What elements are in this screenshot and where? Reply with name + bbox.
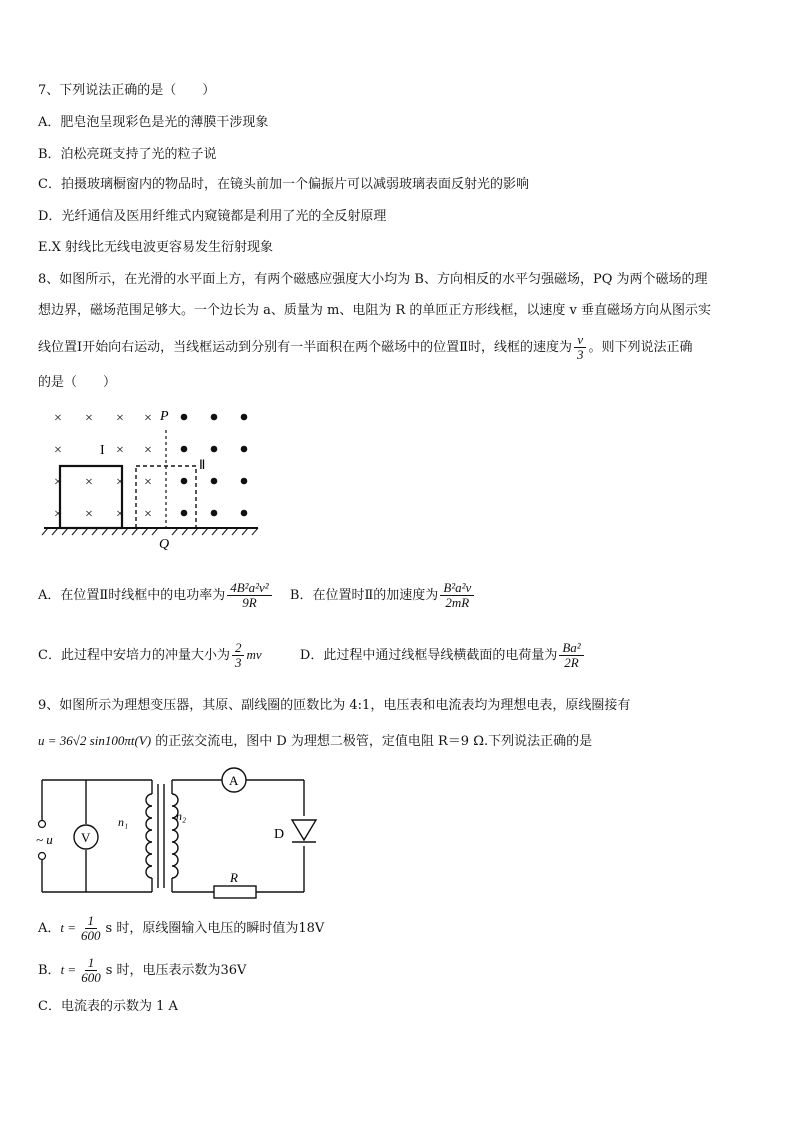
q8-option-c-mv: mv	[246, 647, 262, 662]
cross-mark: ×	[54, 411, 62, 426]
q9-option-a-fraction	[78, 914, 104, 943]
q8-option-a-fraction	[227, 581, 271, 610]
q8-speed-den: 3	[576, 347, 584, 362]
label-ii: Ⅱ	[199, 457, 206, 472]
cross-mark: ×	[54, 507, 62, 522]
resistor-label: R	[230, 870, 238, 885]
q8-stem-line4: 的是（ ）	[38, 375, 117, 390]
q7-option-c: C．拍摄玻璃橱窗内的物品时，在镜头前加一个偏振片可以减弱玻璃表面反射光的影响	[38, 177, 529, 192]
source-label: ~ u	[36, 832, 53, 847]
q9-option-a	[38, 914, 324, 943]
resistor	[214, 886, 256, 898]
cross-mark: ×	[85, 507, 93, 522]
n2-label: n₂	[176, 809, 187, 823]
q8-option-d-den: 2R	[564, 655, 579, 670]
source-terminal	[39, 853, 46, 860]
q8-option-c-den: 3	[234, 655, 242, 670]
q8-line3-post: 。则下列说法正确	[588, 340, 693, 355]
cross-mark: ×	[85, 411, 93, 426]
q8-speed-num: v	[574, 333, 586, 348]
q8-stem-line1: 8、如图所示，在光滑的水平面上方，有两个磁感应强度大小均为 B、方向相反的水平匀强磁场，PQ 为两个磁场的理	[38, 272, 708, 287]
q9-option-b-den: 600	[81, 970, 101, 985]
q8-option-a-num: 4B²a²v²	[227, 581, 271, 596]
q8-magnetic-field-figure	[36, 400, 266, 555]
q7-stem: 7、下列说法正确的是（ ）	[38, 83, 216, 98]
label-i: I	[100, 443, 105, 458]
label-q: Q	[159, 537, 170, 552]
q8-option-c-text: C．此过程中安培力的冲量大小为	[38, 648, 230, 663]
q9-option-b-num: 1	[85, 956, 98, 971]
cross-mark: ×	[85, 475, 93, 490]
q9-option-b-fraction	[78, 956, 104, 985]
label-p: P	[160, 409, 169, 424]
q8-stem-line3	[38, 333, 693, 362]
q9-option-a-den: 600	[81, 928, 101, 943]
cross-mark: ×	[116, 507, 124, 522]
q8-option-b-den: 2mR	[445, 595, 470, 610]
voltmeter-label: V	[81, 830, 91, 845]
q7-option-d: D．光纤通信及医用纤维式内窥镜都是利用了光的全反射原理	[38, 209, 387, 224]
q8-option-a-text: A．在位置Ⅱ时线框中的电功率为	[38, 588, 226, 603]
cross-mark: ×	[54, 475, 62, 490]
q9-transformer-circuit	[34, 764, 334, 902]
diode-label: D	[274, 827, 285, 842]
q8-speed-fraction	[574, 333, 587, 362]
q8-option-b-fraction	[440, 581, 474, 610]
field-dots	[181, 414, 248, 517]
q9-option-b	[38, 956, 246, 985]
primary-coil	[146, 794, 152, 878]
q7-option-a: A．肥皂泡呈现彩色是光的薄膜干涉现象	[38, 115, 269, 130]
cross-mark: ×	[116, 475, 124, 490]
cross-mark: ×	[144, 507, 152, 522]
q9-option-a-t: t =	[60, 920, 77, 935]
cross-mark: ×	[144, 475, 152, 490]
q8-option-b-num: B²a²v	[440, 581, 474, 596]
q8-options-ab	[38, 581, 476, 610]
q9-voltage-formula: u = 36√2 sin100πt(V)	[38, 733, 152, 748]
q8-line3-pre: 线位置Ⅰ开始向右运动，当线框运动到分别有一半面积在两个磁场中的位置Ⅱ时，线框的速度为	[38, 340, 572, 355]
q8-option-d-text: D．此过程中通过线框导线横截面的电荷量为	[299, 648, 558, 663]
cross-mark: ×	[144, 443, 152, 458]
q8-option-d-num: Ba²	[559, 641, 583, 656]
cross-mark: ×	[116, 411, 124, 426]
q7-option-b: B．泊松亮斑支持了光的粒子说	[38, 147, 217, 162]
cross-mark: ×	[54, 443, 62, 458]
q7-option-e: E.X 射线比无线电波更容易发生衍射现象	[38, 240, 274, 255]
q9-line2-text: 的正弦交流电，图中 D 为理想二极管，定值电阻 R＝9 Ω.下列说法正确的是	[155, 734, 593, 749]
q9-stem-line2	[38, 733, 592, 750]
source-terminal	[39, 821, 46, 828]
diode-triangle	[292, 820, 316, 840]
q8-option-c-num: 2	[232, 641, 245, 656]
ammeter-label: A	[229, 773, 239, 788]
q8-option-c-fraction	[232, 641, 245, 670]
cross-mark: ×	[116, 443, 124, 458]
q8-options-cd	[38, 641, 586, 670]
q8-stem-line2: 想边界，磁场范围足够大。一个边长为 a、质量为 m、电阻为 R 的单匝正方形线框，以速度 v 垂直磁场方向从图示实	[38, 303, 712, 318]
q8-option-a-den: 9R	[242, 595, 257, 610]
q8-option-b-text: B．在位置时Ⅱ的加速度为	[289, 588, 439, 603]
q9-option-b-letter: B．	[38, 963, 61, 978]
secondary-coil	[172, 794, 178, 878]
q9-option-b-t: t =	[60, 962, 77, 977]
q8-option-d-fraction	[559, 641, 583, 670]
q9-option-a-text: s 时，原线圈输入电压的瞬时值为18V	[105, 921, 325, 936]
n1-label: n₁	[118, 815, 129, 829]
q9-option-b-text: s 时，电压表示数为36V	[105, 963, 247, 978]
q9-option-a-num: 1	[85, 914, 98, 929]
q9-option-c: C．电流表的示数为 1 A	[38, 999, 178, 1014]
q9-option-a-letter: A．	[38, 921, 61, 936]
cross-mark: ×	[144, 411, 152, 426]
q9-stem-line1: 9、如图所示为理想变压器，其原、副线圈的匝数比为 4:1，电压表和电流表均为理想电表，原线圈接有	[38, 698, 631, 713]
